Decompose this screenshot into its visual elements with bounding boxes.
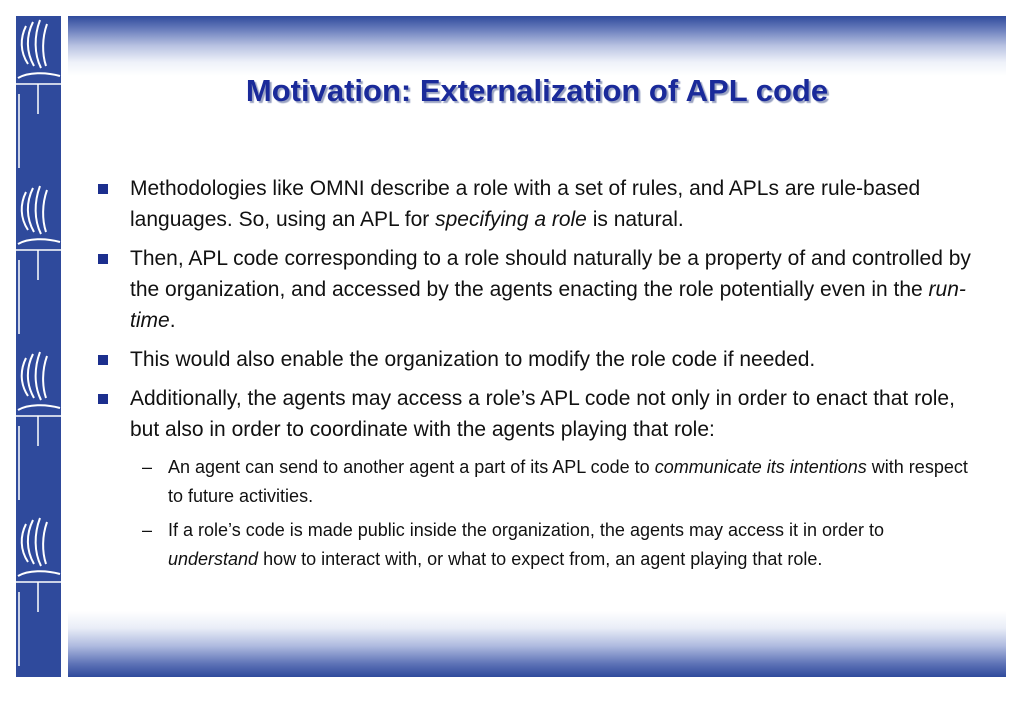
bullet-text: . <box>169 309 176 332</box>
sub-bullet-list <box>98 453 978 573</box>
bullet-emphasis: run-time <box>130 278 966 332</box>
bullet-text: This would also enable the organization to modify the role code if needed. <box>130 348 816 371</box>
sub-bullet-item <box>140 453 978 510</box>
bullet-item <box>98 383 978 445</box>
bullet-text: Methodologies like OMNI describe a role with a set of rules, and APLs are rule-based languages. So, using an APL for <box>130 177 921 231</box>
dash-bullet-icon: – <box>142 520 153 540</box>
slide-body <box>68 16 1006 677</box>
bullet-text: Then, APL code corresponding to a role should naturally be a property of and controlled by the organization, and accessed by the agents enacting the role potentially even in the <box>130 247 971 301</box>
bullet-item <box>98 344 978 375</box>
square-bullet-icon <box>98 184 108 194</box>
bullet-text: Additionally, the agents may access a role’s APL code not only in order to enact that role, but also in order to coordinate with the agents playing that role: <box>130 387 955 441</box>
bullet-text: is natural. <box>586 208 684 231</box>
bullet-item <box>98 243 978 336</box>
sub-bullet-text: with respect to future activities. <box>168 457 968 506</box>
square-bullet-icon <box>98 355 108 365</box>
bullet-item <box>98 173 978 235</box>
left-decorative-band <box>16 16 61 677</box>
bullet-list <box>98 173 978 579</box>
candelabra-emblem-icon <box>16 16 61 677</box>
sub-bullet-text: how to interact with, or what to expect from, an agent playing that role. <box>258 548 823 569</box>
sub-bullet-emphasis: understand <box>168 548 259 569</box>
sub-bullet-emphasis: communicate its intentions <box>654 457 867 477</box>
sub-bullet-text: An agent can send to another agent a part of its APL code to <box>168 457 655 477</box>
bullet-emphasis: specifying a role <box>435 208 587 231</box>
sub-bullet-item <box>140 516 978 573</box>
square-bullet-icon <box>98 254 108 264</box>
sub-bullet-text: If a role’s code is made public inside the organization, the agents may access it in order to <box>168 520 885 540</box>
square-bullet-icon <box>98 394 108 404</box>
dash-bullet-icon: – <box>142 457 153 477</box>
slide-title: Motivation: Externalization of APL code <box>245 73 829 108</box>
